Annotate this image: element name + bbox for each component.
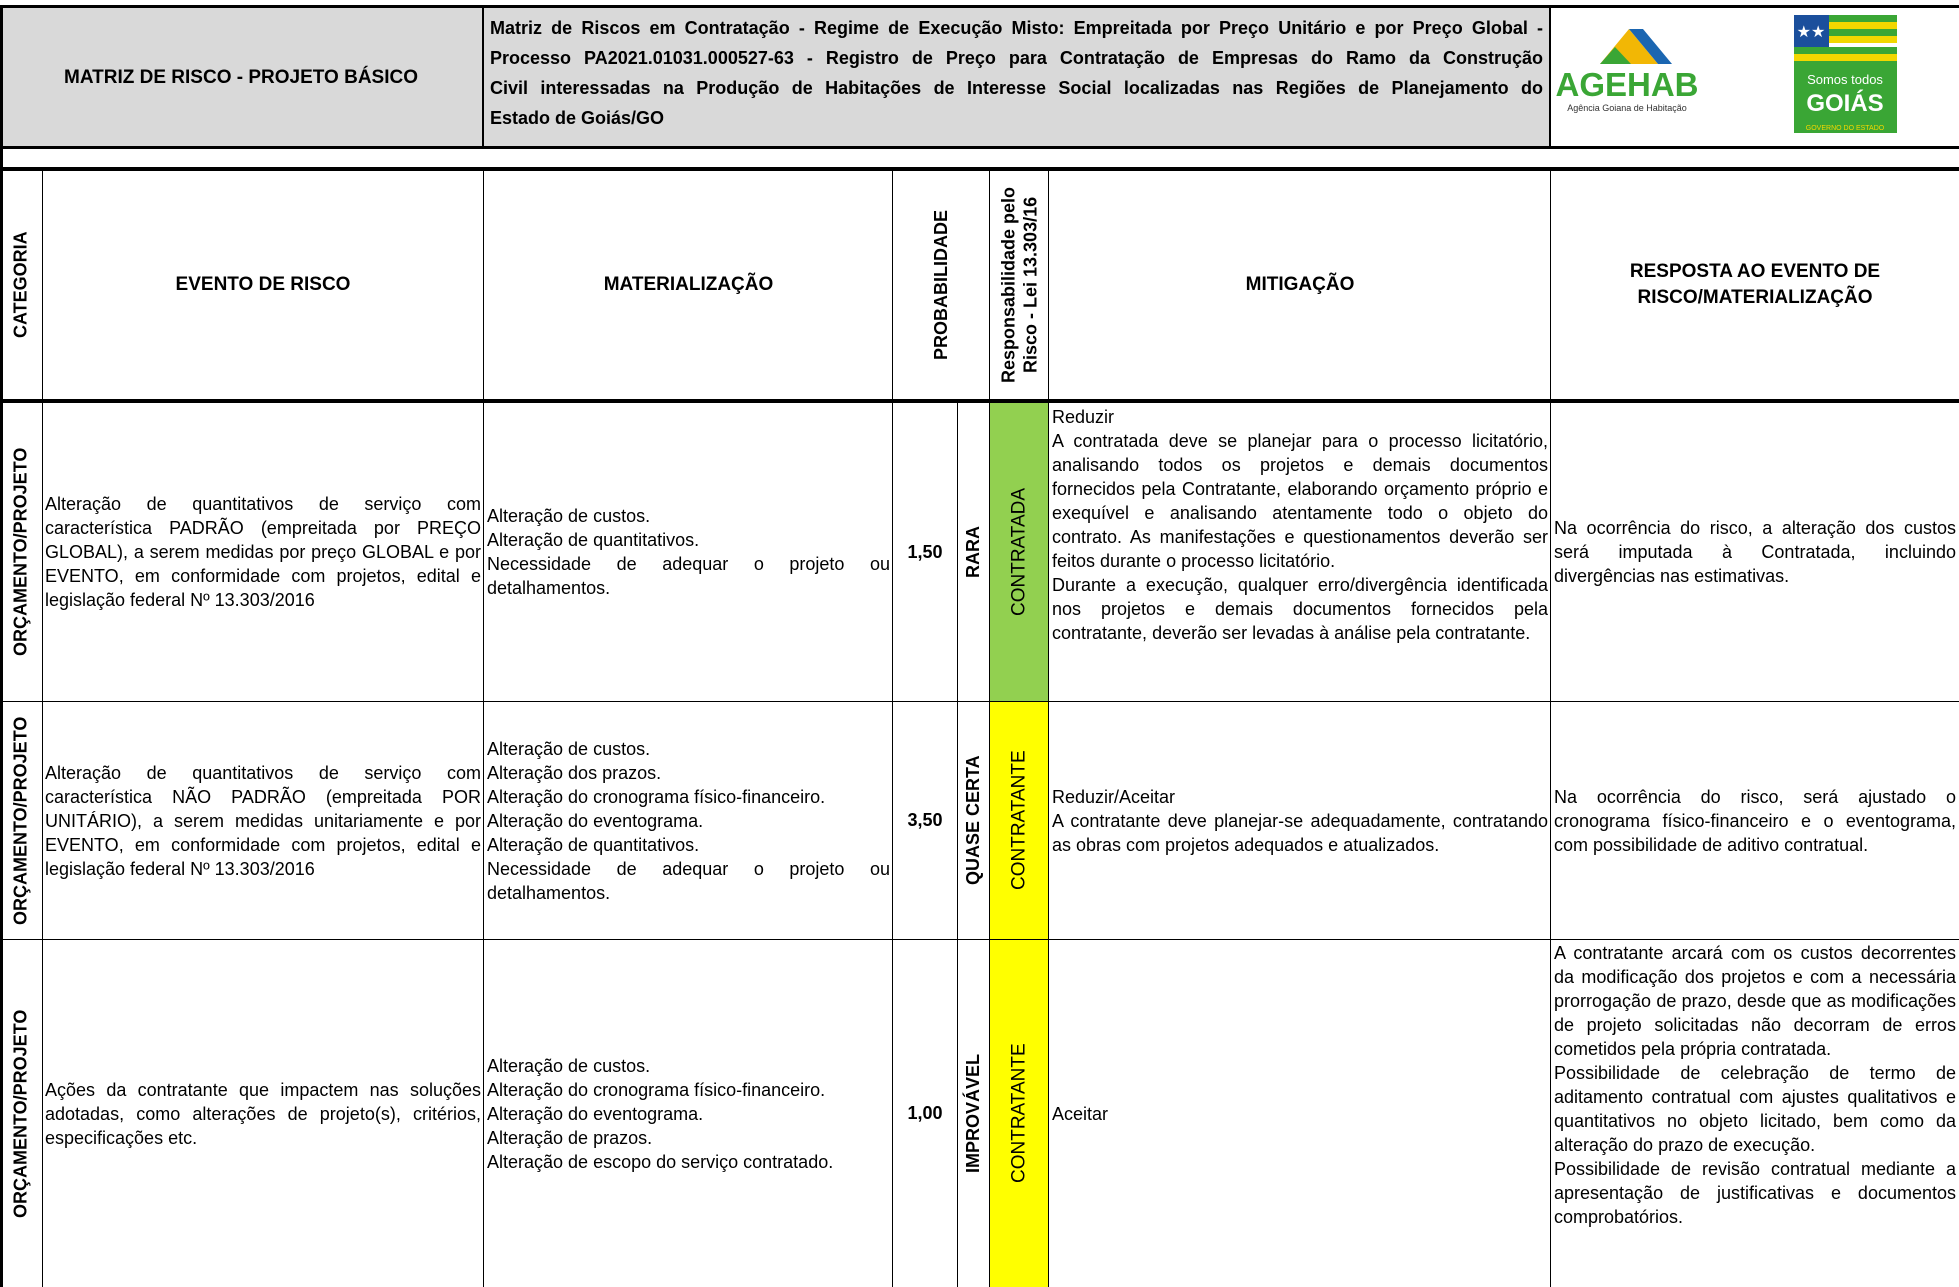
goias-logo (1794, 15, 1897, 133)
description-line: Processo PA2021.01031.000527-63 - Registro de Preço para Contratação de Empresas do Ramo da Construção (490, 48, 1543, 68)
header-evento: EVENTO DE RISCO (175, 274, 351, 295)
header-mitigacao: MITIGAÇÃO (1245, 274, 1355, 295)
row-probabilidade-valor: 3,50 (907, 810, 943, 830)
row-evento-text: Alteração de quantitativos de serviço com característica PADRÃO (empreitada por PREÇO GLOBAL), a serem medidas por preço GLOBAL e por EVENTO, em conformidade com projetos, edital e legislação federal Nº 13.303/2016 (45, 494, 481, 610)
row-resposta-text: Na ocorrência do risco, será ajustado o cronograma físico-financeiro e o eventograma, com possibilidade de aditivo contratual. (1554, 786, 1956, 855)
header-resposta: RESPOSTA AO EVENTO DE RISCO/MATERIALIZAÇÃO (1629, 261, 1881, 308)
row-evento (42, 702, 484, 939)
row-resposta-text: Na ocorrência do risco, a alteração dos custos será imputada à Contratada, incluindo divergências nas estimativas. (1554, 518, 1956, 586)
row-evento (42, 940, 484, 1287)
row-resposta (1551, 702, 1959, 939)
row-mitigacao (1049, 702, 1551, 939)
header-probabilidade: PROBABILIDADE (931, 210, 951, 361)
row-probabilidade-nivel: QUASE CERTA (963, 755, 983, 886)
row-materializacao (484, 403, 893, 701)
description-line: Civil interessadas na Produção de Habitações de Interesse Social localizadas nas Regiões de Planejamento do (490, 78, 1543, 98)
grid-line (0, 701, 1959, 702)
grid-line (0, 939, 1959, 940)
row-categoria: ORÇAMENTO/PROJETO (10, 447, 31, 657)
row-evento-text: Alteração de quantitativos de serviço com característica NÃO PADRÃO (empreitada POR UNITÁRIO), a serem medidas unitariamente e por EVENTO, em conformidade com projetos, edital e legislação federal Nº 13.303/2016 (45, 762, 481, 879)
grid-line (483, 170, 484, 1287)
agehab-subtitle: Agência Goiana de Habitação (1567, 103, 1687, 113)
row-probabilidade-nivel: IMPROVÁVEL (963, 1054, 983, 1174)
row-categoria: ORÇAMENTO/PROJETO (10, 1009, 31, 1218)
row-evento-text: Ações da contratante que impactem nas soluções adotadas, como alterações de projeto(s), critérios, especificações etc. (45, 1079, 481, 1148)
grid-line (989, 170, 990, 1287)
row-mitigacao-text: Aceitar (1052, 1103, 1109, 1124)
row-probabilidade-valor: 1,00 (907, 1103, 943, 1123)
agehab-wordmark: AGEHAB (1555, 66, 1699, 103)
goias-wordmark: GOIÁS (1806, 90, 1884, 117)
grid-line (957, 402, 958, 1287)
grid-line (0, 399, 1959, 403)
header-categoria: CATEGORIA (10, 231, 31, 339)
row-materializacao-text: Alteração de custos. Alteração dos prazos. Alteração do cronograma físico-financeiro. Alteração do eventograma. Alteração de quantitativos. Necessidade de adequar o projeto ou detalhamentos. (487, 738, 890, 903)
grid-line (482, 5, 484, 149)
row-evento (42, 403, 484, 701)
agehab-logo (1555, 29, 1698, 113)
svg-text:★★: ★★ (1796, 22, 1826, 41)
grid-line (1048, 170, 1049, 1287)
row-probabilidade-nivel: RARA (963, 526, 983, 578)
header-responsabilidade: Responsabilidade pelo Risco - Lei 13.303/16 (998, 186, 1041, 384)
row-mitigacao: Reduzir A contratada deve se planejar para o processo licitatório, analisando todos os projetos e demais documentos fornecidos pela Contratante, elaborando orçamento próprio e exequível e analisando atentamente todo o objeto do contrato. As manifestações e questionamentos deverão ser feitos durante o processo licitatório. Durante a execução, qualquer erro/divergência identificada nos projetos e demais documentos fornecidos pela contratante, deverão ser levadas à análise pela contratante. (1052, 407, 1548, 643)
grid-line (0, 5, 3, 1287)
grid-line (0, 146, 1959, 149)
grid-line (42, 170, 43, 1287)
sheet-title: MATRIZ DE RISCO - PROJETO BÁSICO (0, 7, 482, 148)
row-resposta: A contratante arcará com os custos decorrentes da modificação dos projetos e com a necessária prorrogação de prazo, desde que as modificações de projeto solicitadas não decorram de erros cometidos pela própria contratada. Possibilidade de celebração de termo de aditamento contratual com ajustes qualitativos e quantitativos no objeto licitado, bem como da alteração do prazo de execução. Possibilidade de revisão contratual mediante a apresentação de justificativas e documentos comprobatórios. (1554, 943, 1956, 1227)
row-mitigacao-text: Reduzir/Aceitar A contratante deve planejar-se adequadamente, contratando as obras com projetos adequados e atualizados. (1052, 786, 1548, 855)
row-responsabilidade: CONTRATANTE (990, 702, 1049, 939)
logos (1551, 7, 1959, 148)
row-resposta (1551, 403, 1959, 701)
grid-line (0, 5, 1959, 8)
row-categoria: ORÇAMENTO/PROJETO (10, 716, 31, 925)
row-materializacao (484, 702, 893, 939)
row-responsabilidade: CONTRATANTE (990, 940, 1049, 1287)
grid-line (1549, 5, 1551, 149)
row-materializacao-text: Alteração de custos. Alteração de quantitativos. Necessidade de adequar o projeto ou detalhamentos. (487, 506, 890, 598)
grid-line (892, 170, 893, 1287)
description-line: Matriz de Riscos em Contratação - Regime de Execução Misto: Empreitada por Preço Unitário e por Preço Global - (490, 18, 1543, 38)
row-probabilidade-valor: 1,50 (907, 541, 943, 562)
process-description (484, 7, 1549, 148)
description-line: Estado de Goiás/GO (490, 108, 665, 128)
row-responsabilidade: CONTRATADA (990, 403, 1049, 701)
grid-line (0, 167, 1959, 171)
grid-line (1550, 170, 1551, 1287)
row-materializacao (484, 940, 893, 1287)
goias-footer: GOVERNO DO ESTADO (1805, 125, 1885, 132)
row-materializacao-text: Alteração de custos. Alteração do cronograma físico-financeiro. Alteração do eventograma. Alteração de prazos. Alteração de escopo do serviço contratado. (487, 1055, 834, 1172)
row-mitigacao (1049, 940, 1551, 1287)
header-materializacao: MATERIALIZAÇÃO (603, 274, 774, 295)
goias-tagline: Somos todos (1807, 72, 1883, 87)
logos-graphic (1551, 7, 1959, 148)
